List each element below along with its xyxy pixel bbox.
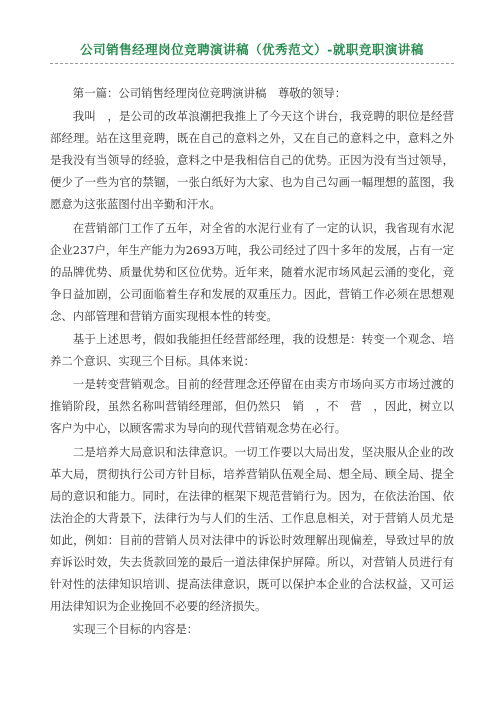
paragraph: 二是培养大局意识和法律意识。一切工作要以大局出发，坚决服从企业的改革大局，贯彻执行公司方针目标，培养营销队伍观全局、想全局、顾全局、提全局的意识和能力。同时，在法律的框架下规范营销行为。因为，在依法治国、依法治企的大背景下，法律行为与人们的生活、工作息息相关，对于营销人员尤是如此，例如：目前的营销人员对法律中的诉讼时效理解出现偏差，导致过早的放弃诉讼时效，失去货款回笼的最后一道法律保护屏障。所以，对营销人员进行有针对性的法律知识培训、提高法律意识，既可以保护本企业的合法权益，又可运用法律知识为企业挽回不必要的经济损失。	[50, 444, 454, 614]
title-divider	[50, 63, 454, 64]
document-body	[50, 82, 454, 640]
paragraph: 我叫 ，是公司的改革浪潮把我推上了今天这个讲台，我竞聘的职位是经营部经理。站在这里竞聘，既在自己的意料之外，又在自己的意料之中，意料之外是我没有当领导的经验，意料之中是我相信自己的优势。正因为没有当过领导，便少了一些为官的禁锢，一张白纸好为大家、也为自己勾画一幅理想的蓝图，我愿意为这张蓝图付出辛勤和汗水。	[50, 109, 454, 212]
paragraph: 一是转变营销观念。目前的经营理念还停留在由卖方市场向买方市场过渡的推销阶段，虽然名称叫营销经理部，但仍然只 销 ，不 营 ，因此，树立以客户为中心，以顾客需求为导向的现代营销观念势在必行。	[50, 377, 454, 436]
paragraph-heading: 第一篇：公司销售经理岗位竞聘演讲稿 尊敬的领导：	[72, 86, 347, 100]
document-title: 公司销售经理岗位竞聘演讲稿（优秀范文）-就职竞职演讲稿	[80, 42, 424, 57]
paragraph: 在营销部门工作了五年，对全省的水泥行业有了一定的认识，我省现有水泥企业237户，年生产能力为2693万吨，我公司经过了四十多年的发展，占有一定的品牌优势、质量优势和区位优势。近年来，随着水泥市场风起云涌的变化，竞争日益加剧，公司面临着生存和发展的双重压力。因此，营销工作必须在思想观念、内部管理和营销方面实现根本性的转变。	[50, 220, 454, 323]
paragraph: 实现三个目标的内容是：	[72, 622, 199, 637]
paragraph: 基于上述思考，假如我能担任经营部经理，我的设想是：转变一个观念、培养二个意识、实现三个目标。具体来说：	[50, 332, 454, 369]
